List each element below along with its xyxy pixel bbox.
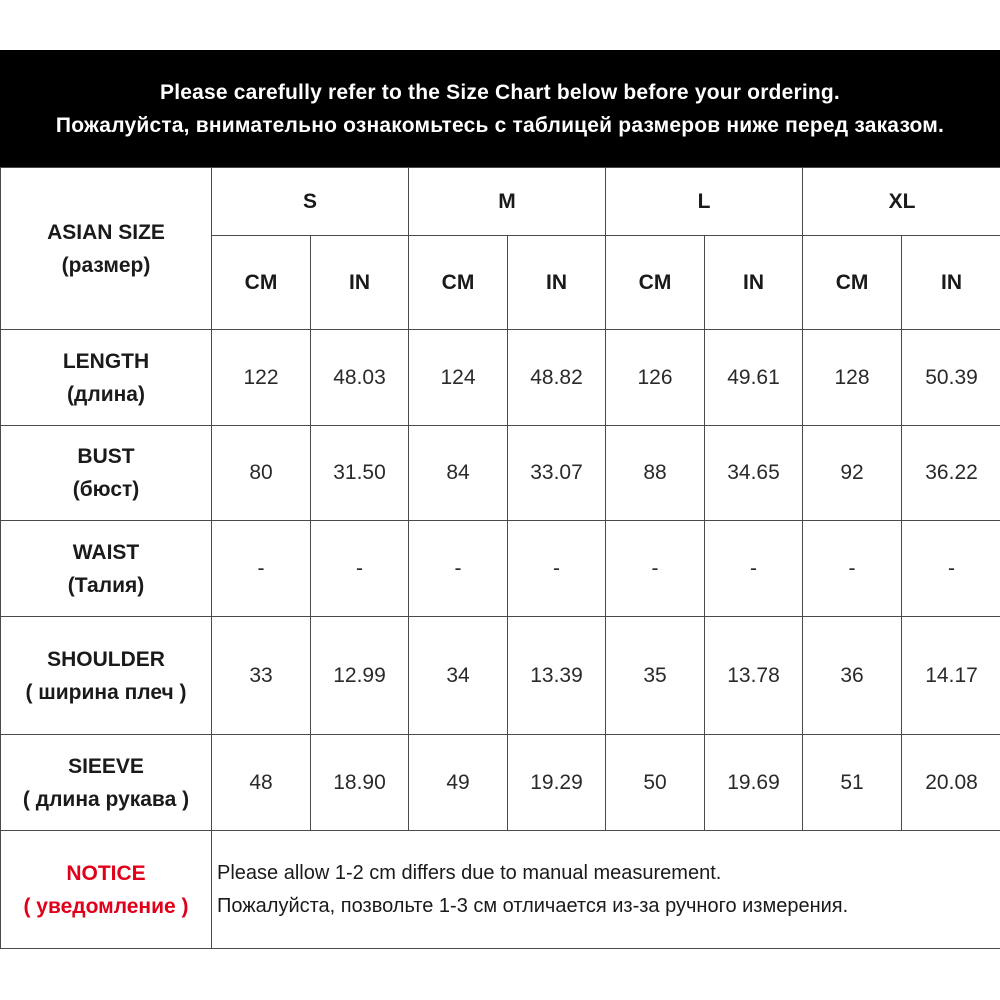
row-label-en: WAIST <box>72 540 140 564</box>
cell-value: 50 <box>606 735 705 831</box>
row-label <box>1 330 212 426</box>
notice-text-cell <box>212 831 1000 949</box>
cell-value: - <box>803 521 902 617</box>
size-header-row <box>1 168 1000 236</box>
row-label-en: BUST <box>77 445 135 468</box>
cell-value: 18.90 <box>311 735 409 831</box>
row-label <box>1 521 212 617</box>
row-label-en: LENGTH <box>62 349 150 373</box>
cell-value: 31.50 <box>311 426 409 521</box>
cell-value: 36.22 <box>902 426 1000 521</box>
size-l-header: L <box>606 168 803 236</box>
cell-value: 84 <box>409 426 508 521</box>
cell-value: 33.07 <box>508 426 606 521</box>
cell-value: 13.78 <box>705 617 803 735</box>
cell-value: 13.39 <box>508 617 606 735</box>
notice-text-ru: Пожалуйста, позвольте 1-3 см отличается из-за ручного измерения. <box>217 894 849 917</box>
unit-in-header: IN <box>902 236 1000 330</box>
cell-value: 34 <box>409 617 508 735</box>
cell-value: - <box>409 521 508 617</box>
cell-value: 92 <box>803 426 902 521</box>
row-sleeve <box>1 735 1000 831</box>
cell-value: 36 <box>803 617 902 735</box>
size-s-header: S <box>212 168 409 236</box>
cell-value: 124 <box>409 330 508 426</box>
row-label <box>1 735 212 831</box>
cell-value: 49 <box>409 735 508 831</box>
cell-value: 48.82 <box>508 330 606 426</box>
unit-cm-header: CM <box>409 236 508 330</box>
row-bust <box>1 426 1000 521</box>
cell-value: 51 <box>803 735 902 831</box>
cell-value: 33 <box>212 617 311 735</box>
notice-label-cell <box>1 831 212 949</box>
cell-value: 12.99 <box>311 617 409 735</box>
row-label-ru: ( ширина плеч ) <box>25 680 187 704</box>
cell-value: - <box>311 521 409 617</box>
cell-value: 122 <box>212 330 311 426</box>
cell-value: - <box>705 521 803 617</box>
unit-in-header: IN <box>705 236 803 330</box>
unit-in-header: IN <box>508 236 606 330</box>
unit-in-header: IN <box>311 236 409 330</box>
row-label-ru: ( длина рукава ) <box>22 787 190 811</box>
unit-cm-header: CM <box>803 236 902 330</box>
unit-cm-header: CM <box>212 236 311 330</box>
row-length <box>1 330 1000 426</box>
cell-value: 19.69 <box>705 735 803 831</box>
row-notice <box>1 831 1000 949</box>
unit-cm-header: CM <box>606 236 705 330</box>
notice-text-en: Please allow 1-2 cm differs due to manual measurement. <box>217 861 722 884</box>
cell-value: - <box>902 521 1000 617</box>
cell-value: 49.61 <box>705 330 803 426</box>
cell-value: 80 <box>212 426 311 521</box>
cell-value: 128 <box>803 330 902 426</box>
cell-value: - <box>606 521 705 617</box>
cell-value: 88 <box>606 426 705 521</box>
cell-value: 19.29 <box>508 735 606 831</box>
header-banner <box>0 50 1000 167</box>
size-chart-table <box>0 167 1000 949</box>
row-waist <box>1 521 1000 617</box>
banner-line-russian: Пожалуйста, внимательно ознакомьтесь с таблицей размеров ниже перед заказом. <box>55 113 945 137</box>
row-label <box>1 426 212 521</box>
row-label-en: SIEEVE <box>68 754 144 778</box>
row-label-ru: (бюст) <box>72 478 140 501</box>
cell-value: - <box>212 521 311 617</box>
cell-value: 48.03 <box>311 330 409 426</box>
corner-label-en: ASIAN SIZE <box>47 220 165 244</box>
cell-value: 35 <box>606 617 705 735</box>
cell-value: 50.39 <box>902 330 1000 426</box>
banner-line-english: Please carefully refer to the Size Chart below before your ordering. <box>160 80 840 104</box>
cell-value: - <box>508 521 606 617</box>
size-m-header: M <box>409 168 606 236</box>
corner-label-ru: (размер) <box>61 253 151 277</box>
cell-value: 34.65 <box>705 426 803 521</box>
row-label-ru: (Талия) <box>67 573 145 597</box>
size-xl-header: XL <box>803 168 1000 236</box>
cell-value: 48 <box>212 735 311 831</box>
row-label-ru: (длина) <box>67 382 145 406</box>
cell-value: 14.17 <box>902 617 1000 735</box>
row-shoulder <box>1 617 1000 735</box>
corner-header <box>1 168 212 330</box>
row-label-en: SHOULDER <box>47 647 165 671</box>
notice-label-en: NOTICE <box>66 861 146 885</box>
cell-value: 20.08 <box>902 735 1000 831</box>
row-label <box>1 617 212 735</box>
cell-value: 126 <box>606 330 705 426</box>
notice-label-ru: ( уведомление ) <box>23 894 189 918</box>
